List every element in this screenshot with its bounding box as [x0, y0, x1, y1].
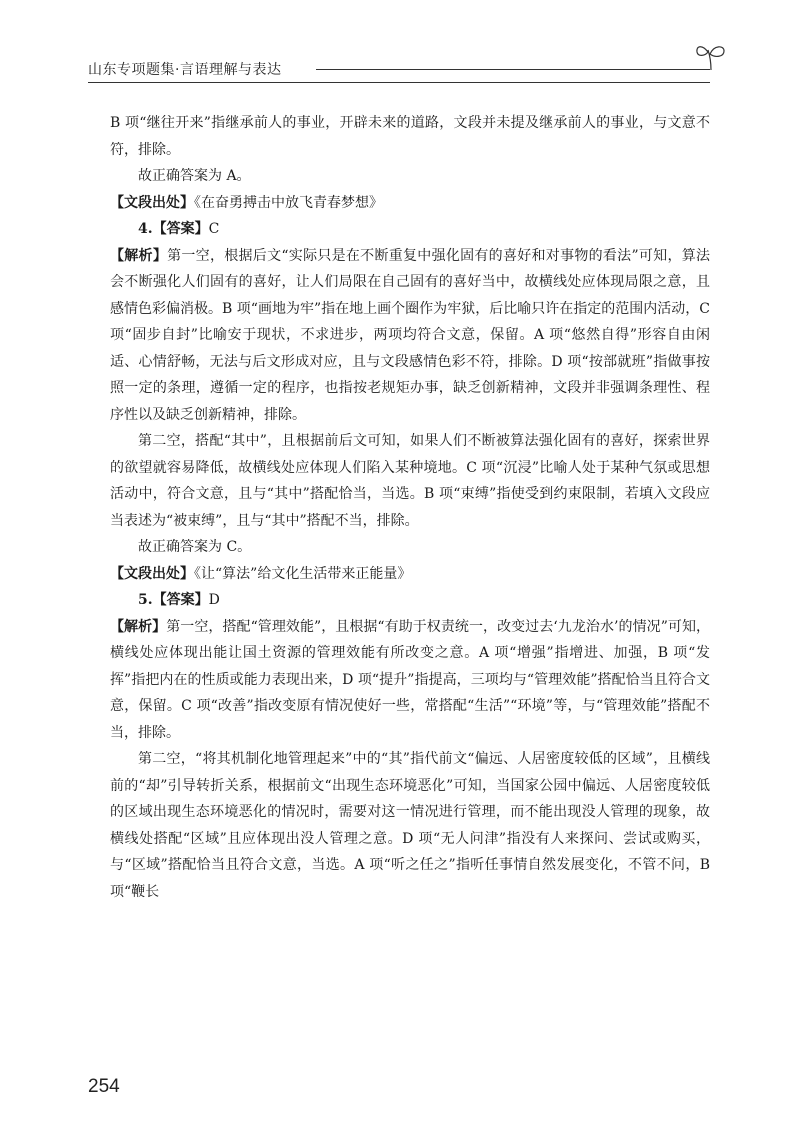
body-paragraph	[110, 428, 710, 534]
running-header	[88, 40, 728, 80]
paragraph-text: D	[208, 592, 220, 608]
page-body	[110, 110, 710, 905]
body-paragraph	[110, 534, 710, 561]
body-paragraph	[110, 190, 710, 217]
body-paragraph	[110, 561, 710, 588]
section-tag: 【解析】	[110, 247, 168, 264]
section-tag: 【文段出处】	[110, 565, 194, 582]
paragraph-text: 第二空，“将其机制化地管理起来”中的“其”指代前文“偏远、人居密度较低的区域”，且横线前的“却”引导转折关系，根据前文“出现生态环境恶化”可知，当国家公园中偏远、人居密度较低的区域出现生态环境恶化的情况时，需要对这一情况进行管理，而不能出现没人管理的现象，故横线处搭配“区域”且应体现出没人管理之意。D 项“无人问津”指没有人来探问、尝试或购买，与“区域”搭配恰当且符合文意，当选。A 项“听之任之”指听任事情自然发展变化，不管不问，B 项“鞭长	[110, 751, 710, 900]
paragraph-text: B 项“继往开来”指继承前人的事业，开辟未来的道路，文段并未提及继承前人的事业，与文意不符，排除。	[110, 115, 710, 158]
header-rule-upper	[316, 69, 710, 70]
header-rule	[88, 82, 710, 83]
body-paragraph	[110, 163, 710, 190]
body-paragraph	[110, 587, 710, 614]
paragraph-text: 故正确答案为 A。	[138, 168, 251, 184]
section-tag: 【解析】	[110, 618, 167, 635]
running-header-title: 山东专项题集·言语理解与表达	[88, 62, 282, 78]
section-tag: 【文段出处】	[110, 194, 194, 211]
paragraph-text: 第二空，搭配“其中”，且根据前后文可知，如果人们不断被算法强化固有的喜好，探索世界的欲望就容易降低，故横线处应体现人们陷入某种境地。C 项“沉浸”比喻人处于某种气氛或思想活动中，符合文意，且与“其中”搭配恰当，当选。B 项“束缚”指使受到约束限制，若填入文段应当表述为“被束缚”，且与“其中”搭配不当，排除。	[110, 433, 710, 529]
body-paragraph	[110, 216, 710, 243]
paragraph-text: 故正确答案为 C。	[138, 539, 252, 555]
paragraph-text: 第一空，根据后文“实际只是在不断重复中强化固有的喜好和对事物的看法”可知，算法会不断强化人们固有的喜好，让人们局限在自己固有的喜好当中，故横线处应体现局限之意，且感情色彩偏消极。B 项“画地为牢”指在地上画个圈作为牢狱，后比喻只许在指定的范围内活动，C 项“固步自封”比喻安于现状，不求进步，两项均符合文意，保留。A 项“悠然自得”形容自由闲适、心情舒畅，无法与后文形成对应，且与文段感情色彩不符，排除。D 项“按部就班”指做事按照一定的条理，遵循一定的程序，也指按老规矩办事，缺乏创新精神，文段并非强调条理性、程序性以及缺乏创新精神，排除。	[110, 247, 711, 423]
body-paragraph	[110, 746, 710, 905]
body-paragraph	[110, 243, 710, 429]
body-paragraph	[110, 110, 710, 163]
paragraph-text: C	[208, 221, 220, 237]
paragraph-text: 《在奋勇搏击中放飞青春梦想》	[194, 194, 383, 211]
section-tag: 5.【答案】	[138, 592, 209, 608]
sprout-icon	[694, 40, 728, 80]
paragraph-text: 第一空，搭配“管理效能”，且根据“有助于权责统一，改变过去‘九龙治水’的情况”可知，横线处应体现出能让国土资源的管理效能有所改变之意。A 项“增强”指增进、加强，B 项“发挥”指把内在的性质或能力表现出来，D 项“提升”指提高，三项均与“管理效能”搭配恰当且符合文意，保留。C 项“改善”指改变原有情况使好一些，常搭配“生活”“环境”等，与“管理效能”搭配不当，排除。	[110, 618, 711, 741]
body-paragraph	[110, 614, 710, 747]
page-number: 254	[88, 1076, 120, 1097]
paragraph-text: 《让“算法”给文化生活带来正能量》	[194, 565, 412, 582]
section-tag: 4.【答案】	[138, 221, 209, 237]
